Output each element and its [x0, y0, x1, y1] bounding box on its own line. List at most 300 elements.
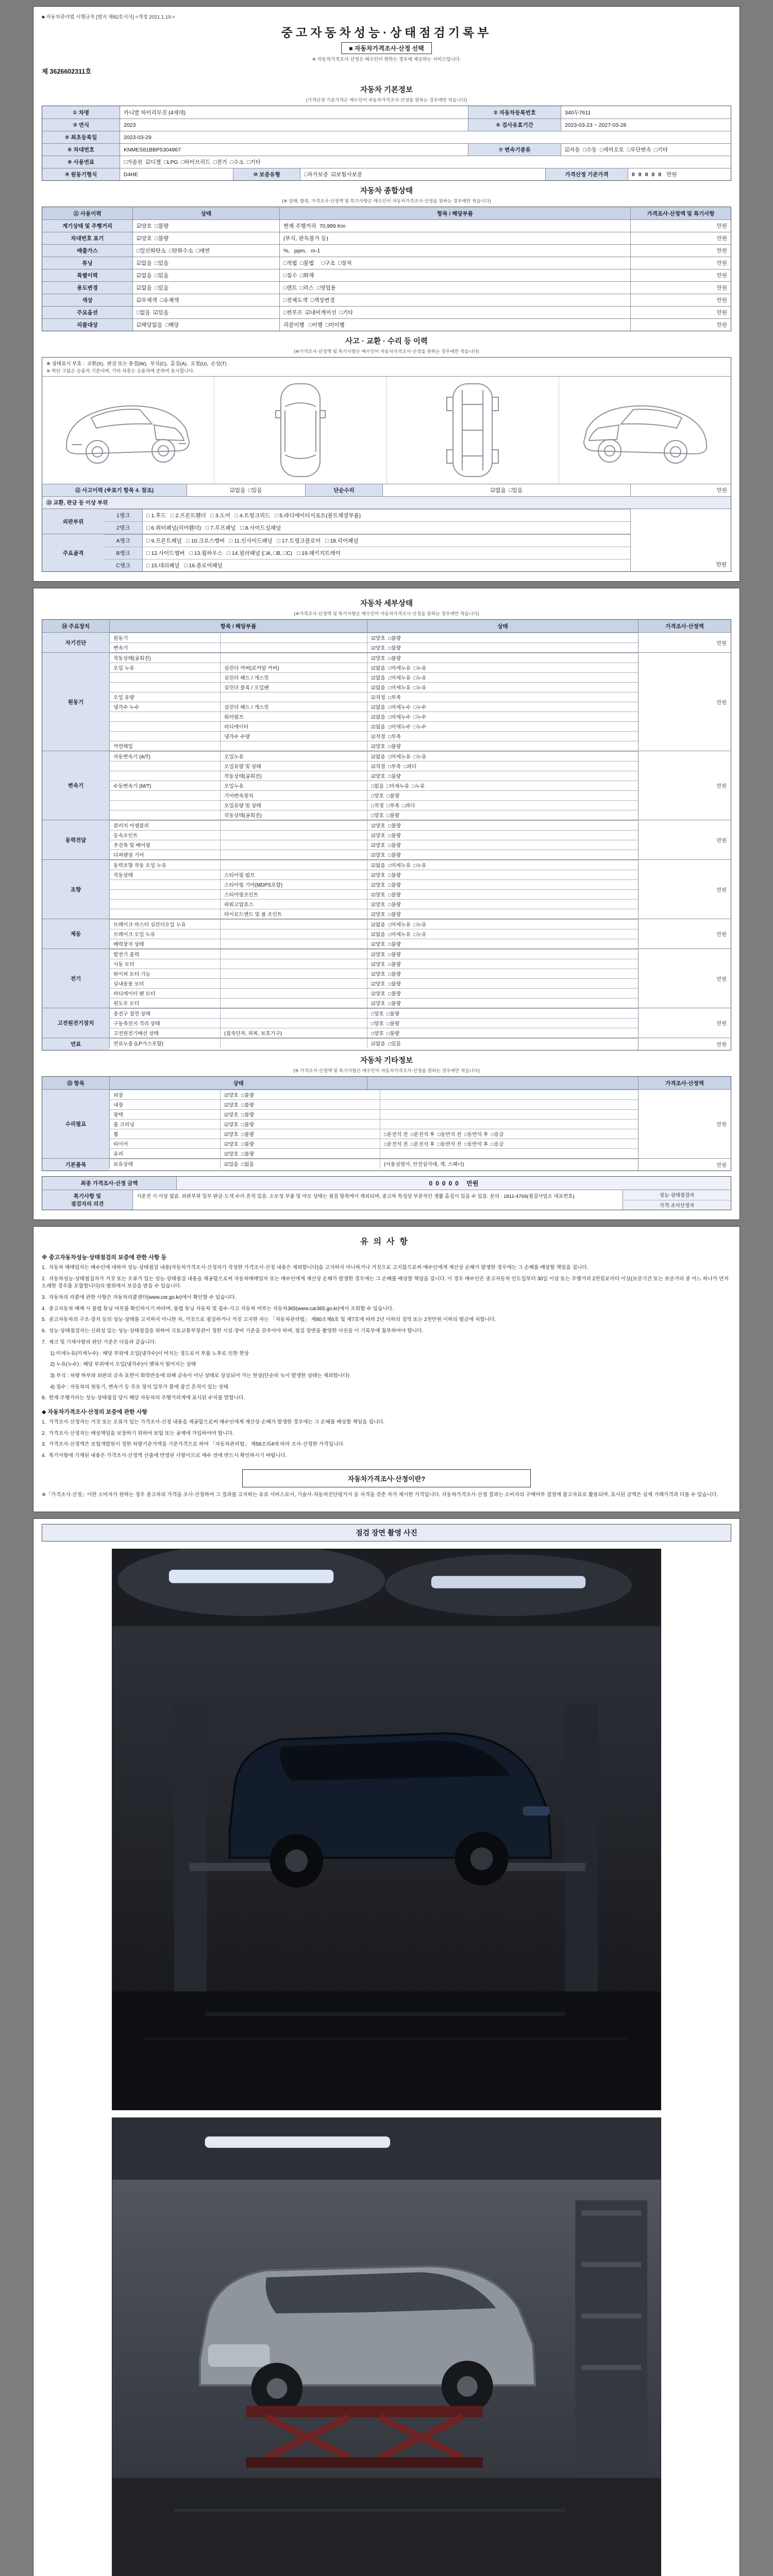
field-value-vin: KNMES81BBP5304967 — [120, 144, 468, 156]
notice-subtitle-warranty: ※ 중고자동차성능·상태점검의 보증에 관한 사항 등 — [42, 1255, 167, 1261]
basic-row-vin — [42, 143, 731, 156]
field-value-fuel-options: □가솔린 ☑디젤 □LPG □하이브리드 □전기 □수소 □기타 — [120, 156, 731, 168]
detail-header-row — [42, 620, 731, 632]
detail-row-sub — [220, 860, 367, 870]
detail-condition-table — [42, 619, 731, 1050]
section-basic-title: 자동차 기본정보 — [360, 86, 413, 94]
detail-header-state: 상태 — [367, 620, 638, 632]
document-title: 중고자동차성능·상태점검기록부 — [281, 26, 492, 39]
section-etc-note: (※ 가격조사·산정액 및 특기사항은 매수인이 자동차가격조사·산정을 원하는 경우에만 적습니다) — [293, 1068, 480, 1073]
rank-row-items: □ 12.사이드멤버 □ 13.휠하우스 □ 14.필러패널 (□A, □B, □C) □ 19.패키지트레이 — [142, 547, 630, 559]
detail-row-sub — [220, 741, 367, 751]
group-rows — [109, 653, 638, 751]
section-overall-note: (※ 상태, 항목, 가격조사·산정액 및 특기사항은 매수인이 자동차가격조사·산정을 원하는 경우에만 적습니다) — [282, 198, 491, 204]
remarks-label: 특기사항 및 점검자의 의견 — [42, 1190, 132, 1210]
group-rows — [109, 1038, 638, 1050]
notice-paragraph: 3) 부식 : 차량 하부와 외판의 금속 표면이 화학반응에 의해 금속이 아닌 상태로 상실되어 가는 현상(단순히 녹이 발생한 상태는 제외합니다) — [42, 1372, 350, 1379]
overall-row-state: □없음 ☑있음 — [132, 307, 279, 318]
detail-row-item — [109, 712, 220, 721]
detail-row-sub: 기어변속장치 — [220, 791, 367, 800]
etc-row-extra — [380, 1100, 638, 1109]
overall-row-state: ☑무채색 □유채색 — [132, 294, 279, 306]
car-diagram-rear-quarter — [559, 377, 731, 484]
detail-row-sub: 오일유량 및 상태 — [220, 801, 367, 810]
group-price: 만원 — [638, 1090, 731, 1158]
detail-row-sub — [220, 979, 367, 988]
etc-header-state: 상태 — [109, 1077, 367, 1089]
etc-row-extra: □운전석 전 □운전석 후 □동반석 전 □동반석 후 □응급 — [380, 1129, 638, 1139]
rank-section-price: 만원 — [630, 509, 731, 571]
detail-row — [109, 949, 638, 959]
detail-row-state: ☑양호 □불량 — [367, 771, 638, 781]
etc-row-extra: □운전석 전 □운전석 후 □동반석 전 □동반석 후 □응급 — [380, 1139, 638, 1148]
detail-row-state: □양호 □불량 — [367, 1019, 638, 1028]
detail-row-state: □없음 □미세누유 □누유 — [367, 781, 638, 790]
overall-row-label: 주요옵션 — [42, 307, 132, 318]
detail-row — [109, 959, 638, 969]
overall-row-price: 만원 — [630, 269, 731, 281]
simple-repair-label: 단순수리 — [305, 484, 382, 496]
detail-row-item — [109, 791, 220, 800]
overall-row-label: 용도변경 — [42, 282, 132, 294]
rank-row — [104, 521, 630, 534]
detail-row-item: 발전기 출력 — [109, 950, 220, 959]
group-rows — [109, 949, 638, 1008]
detail-row — [109, 663, 638, 672]
car-diagram-row — [42, 376, 731, 484]
overall-row-price: 만원 — [630, 220, 731, 232]
group-rows — [109, 820, 638, 859]
overall-row-extra: 리콜이행 □이행 □미이행 — [279, 319, 630, 331]
detail-row-item: 동력조향 작동 오일 누유 — [109, 860, 220, 870]
inspection-photo-2 — [112, 2117, 661, 2576]
detail-row-item — [109, 683, 220, 692]
detail-row-sub: 실린더 헤드 / 개스킷 — [220, 673, 367, 682]
detail-header-price: 가격조사·산정액 — [638, 620, 731, 632]
overall-row-price: 만원 — [630, 319, 731, 331]
remarks-row — [42, 1190, 731, 1210]
photo1-floor — [112, 1992, 661, 2110]
overall-row-label: 계기상태 및 주행거리 — [42, 220, 132, 232]
detail-row-sub: 오일누유 — [220, 752, 367, 761]
detail-row-item: 작동상태(공회전) — [109, 653, 220, 663]
accident-legend-codes: ※ 상태표시 부호 : 교환(X), 판금 또는 용접(W), 부식(C), 흠집(A), 요철(U), 손상(T) — [46, 361, 227, 367]
detail-row-sub: 오일유량 및 상태 — [220, 761, 367, 771]
notice-paragraph: 1. 자동차 매매업자는 매수인에 대하여 성능·상태점검 내용(자동차가격조사·산정자가 작성한 가격조사·산정 내용은 제외합니다)을 고지하지 아니하거나 거짓으로 고지함으로써 매수인에게 재산상 손해가 발생한 경우에는 그 손해를 배상할 책임을 집니다. — [42, 1265, 589, 1270]
basic-row-fuel — [42, 156, 731, 168]
detail-row-state: ☑양호 □불량 — [367, 653, 638, 663]
overall-row-label: 튜닝 — [42, 257, 132, 269]
detail-row-sub: 워터펌프 — [220, 712, 367, 721]
detail-row-state: ☑없음 □미세누수 □누수 — [367, 722, 638, 731]
final-price-digits: 00000 — [429, 1179, 462, 1187]
overall-row-extra: 현재 주행거리 70,989 Km — [279, 220, 630, 232]
field-label-first-registration: ⑤ 최초등록일 — [42, 131, 120, 143]
field-label-model-year: ③ 연식 — [42, 119, 120, 131]
group-price: 만원 — [638, 1038, 731, 1050]
detail-row — [109, 711, 638, 721]
detail-row-state: ☑양호 □불량 — [367, 989, 638, 998]
photo2-floor — [112, 2478, 661, 2576]
detail-row-state: ☑없음 □미세누유 □누유 — [367, 920, 638, 929]
overall-row-price: 만원 — [630, 294, 731, 306]
detail-row-sub — [220, 1039, 367, 1048]
overall-row-label: 배출가스 — [42, 245, 132, 257]
detail-row-sub — [220, 831, 367, 840]
detail-row-state: ☑양호 □불량 — [367, 633, 638, 642]
photo2-ceiling-light — [205, 2137, 390, 2148]
outer-panel-group — [42, 509, 630, 534]
detail-group-engine — [42, 652, 731, 751]
overall-row — [42, 318, 731, 331]
overall-row-extra: %, ppm, m-1 — [279, 245, 630, 257]
notice-paragraph: 1. 가격조사·산정자는 거짓 또는 오류가 있는 가격조사·산정 내용을 제공함으로써 매수인에게 재산상 손해가 발생한 경우에는 그 손해를 배상할 책임을 집니다. — [42, 1419, 385, 1425]
detail-row-item: 디퍼렌셜 기어 — [109, 850, 220, 859]
group-price: 만원 — [638, 653, 731, 751]
overall-row-state: ☑양호 □불량 — [132, 220, 279, 232]
etc-row — [109, 1099, 638, 1109]
overall-row-label: 특별이력 — [42, 269, 132, 281]
final-price-label: 최종 가격조사·산정 금액 — [42, 1177, 176, 1190]
overall-row — [42, 219, 731, 232]
rank-groups — [42, 509, 630, 571]
detail-row-state: ☑양호 □불량 — [367, 998, 638, 1008]
group-rows — [109, 1159, 638, 1171]
rank-row-rank: C랭크 — [104, 560, 142, 571]
detail-row-sub: (접속단자, 피복, 보호기구) — [220, 1028, 367, 1038]
detail-row — [109, 761, 638, 771]
field-label-engine-type: ⑨ 원동기형식 — [42, 168, 120, 180]
detail-row — [109, 731, 638, 741]
etc-row-extra — [380, 1110, 638, 1119]
photo2-shelving — [575, 2200, 647, 2478]
etc-row-state: ☑양호 □불량 — [220, 1090, 380, 1099]
detail-row-item: 클러치 어셈블리 — [109, 821, 220, 830]
etc-header-row — [42, 1077, 731, 1089]
rank-row-items: □ 1.후드 □ 2.프론트휀더 □ 3.도어 □ 4.트렁크리드 □ 5.라디에이터서포트(볼트체결부품) — [142, 510, 630, 521]
detail-row-state: ☑없음 □미세누수 □누수 — [367, 702, 638, 711]
detail-row-item: 변속기 — [109, 643, 220, 652]
accident-history-table — [42, 357, 731, 572]
group-rows — [109, 860, 638, 919]
detail-row-sub — [220, 939, 367, 948]
detail-row-sub — [220, 850, 367, 859]
overall-row-state: ☑양호 □불량 — [132, 232, 279, 244]
detail-row — [109, 790, 638, 800]
detail-row — [109, 653, 638, 663]
overall-row-state: □일산화탄소 □탄화수소 □매연 — [132, 245, 279, 257]
group-price: 만원 — [638, 919, 731, 948]
etc-info-table — [42, 1076, 731, 1171]
detail-group-brake — [42, 919, 731, 948]
field-label-base-price: 가격산정 기준가격 — [545, 168, 628, 180]
main-frame-group — [42, 534, 630, 571]
detail-row-sub: 오일누유 — [220, 781, 367, 790]
detail-row — [109, 969, 638, 978]
overall-row-extra: □침수 □화재 — [279, 269, 630, 281]
group-rows — [109, 919, 638, 948]
price-survey-note: ※ 자동차가격조사·산정은 매수인이 원하는 경우에 제공하는 서비스입니다. — [312, 57, 461, 62]
section-accident-note: (※가격조사·산정액 및 특기사항은 매수인이 자동차가격조사·산정을 원하는 경우에만 적습니다) — [294, 349, 479, 354]
detail-group-powertrain — [42, 820, 731, 859]
basic-row-year — [42, 118, 731, 131]
overall-row-price: 만원 — [630, 245, 731, 257]
detail-row-item — [109, 673, 220, 682]
overall-row — [42, 306, 731, 318]
notice-paragraph: 2. 자동차성능·상태점검자가 거짓 또는 오류가 있는 성능·상태점검 내용을 제공함으로써 자동차매매업자 또는 매수인에게 재산상 손해가 발생한 경우에는 그 손해를 배상할 책임을 집니다. 이 경우 매수인은 중고자동차 인도일부터 30일 이상 또는 주행거리 2천킬로미터 이상(보증기간 또는 보증거리 중 어느 하나가 먼저 도래한 경우를 포함합니다)의 범위에서 보증을 받을 수 있습니다. — [42, 1276, 730, 1290]
accident-history-state: ☑없음 □있음 — [187, 484, 305, 496]
rank-row-items: □ 9.프론트패널 □ 10.크로스멤버 □ 11.인사이드패널 □ 17.트렁크플로어 □ 18.리어패널 — [142, 535, 630, 547]
detail-row-sub — [220, 840, 367, 850]
detail-row-state: ☑양호 □불량 — [367, 890, 638, 899]
detail-row-item: 브레이크 오일 누유 — [109, 929, 220, 939]
detail-row-state: ☑적정 □부족 — [367, 732, 638, 741]
detail-group-self-diagnosis — [42, 632, 731, 652]
car-diagram-front-quarter-icon — [51, 384, 206, 477]
group-name: 연료 — [42, 1038, 109, 1050]
etc-row — [109, 1159, 638, 1168]
photo1-lift-post-left — [174, 1704, 207, 1992]
detail-group-high-voltage — [42, 1008, 731, 1038]
detail-row — [109, 919, 638, 929]
detail-row-state: ☑적정 □부족 □과다 — [367, 761, 638, 771]
etc-row — [109, 1148, 638, 1158]
field-value-inspection-period: 2023-03-23 ~ 2027-03-28 — [561, 119, 731, 131]
detail-row-item: 자동변속기 (A/T) — [109, 752, 220, 761]
detail-row-item: 냉각수 누수 — [109, 702, 220, 711]
section-overall-title: 자동차 종합상태 — [360, 187, 413, 195]
etc-row-state: ☑양호 □불량 — [220, 1120, 380, 1129]
notice-paragraph: 3. 가격조사·산정액은 보험개발원이 정한 차량기준가액을 기준가격으로 하여 「자동차관리법」 제58조의4에 따라 조사·산정한 가격입니다. — [42, 1442, 345, 1448]
etc-row — [109, 1090, 638, 1099]
detail-row-state: ☑없음 □미세누수 □누수 — [367, 712, 638, 721]
detail-row-item: 구동축전지 격리 상태 — [109, 1019, 220, 1028]
rank-row-items: □ 15.대쉬패널 □ 16.플로어패널 — [142, 560, 630, 571]
notice-paragraph: 1) 미세누유(미세누수) : 해당 부위에 오일(냉각수)이 비치는 정도로서 부품 노후로 인한 현상 — [42, 1350, 249, 1357]
detail-row-state: □적정 □부족 □과다 — [367, 801, 638, 810]
field-value-warranty-options: □자가보증 ☑보험사보증 — [300, 168, 545, 180]
detail-row — [109, 850, 638, 859]
overall-header-state: 상태 — [132, 207, 279, 219]
photo-section-title: 점검 장면 촬영 사진 — [42, 1524, 731, 1541]
detail-row-item: 수동변속기 (M/T) — [109, 781, 220, 790]
final-price-table — [42, 1176, 731, 1210]
detail-row — [109, 870, 638, 879]
overall-row — [42, 232, 731, 244]
document-page-3 — [33, 1226, 740, 1512]
notice-paragraphs-main — [42, 1264, 731, 1402]
overall-row-price: 만원 — [630, 257, 731, 269]
group-name: 수리필요 — [42, 1090, 109, 1158]
detail-row-item: 작동상태 — [109, 870, 220, 879]
etc-header-item: ⑮ 항목 — [42, 1077, 109, 1089]
overall-rows — [42, 219, 731, 331]
detail-row-item: 연료누출 (LP가스포함) — [109, 1039, 220, 1048]
detail-header-item: 항목 / 해당부품 — [109, 620, 367, 632]
notice-title: 유의사항 — [360, 1238, 413, 1246]
detail-row — [109, 692, 638, 702]
detail-row — [109, 721, 638, 731]
group-name: 조향 — [42, 860, 109, 919]
section-accident-title: 사고 · 교환 · 수리 등 이력 — [345, 337, 428, 346]
group-rows — [109, 1090, 638, 1158]
etc-row-state: ☑있음 □없음 — [220, 1159, 380, 1168]
detail-row — [109, 800, 638, 810]
etc-row-item: 외장 — [109, 1090, 220, 1099]
overall-row-price: 만원 — [630, 282, 731, 294]
detail-row-state: ☑없음 □미세누유 □누유 — [367, 673, 638, 682]
detail-row-item — [109, 732, 220, 741]
etc-row-state: ☑양호 □불량 — [220, 1139, 380, 1148]
car-diagram-front-quarter — [42, 377, 214, 484]
group-rows — [109, 633, 638, 652]
base-price-unit: 만원 — [666, 172, 677, 178]
remarks-signer-appraiser: 가격·조사산정자 — [623, 1200, 731, 1210]
detail-row-item: 와이퍼 모터 기능 — [109, 969, 220, 978]
detail-row-state: ☑양호 □불량 — [367, 979, 638, 988]
accident-history-price: 만원 — [630, 484, 731, 496]
detail-row — [109, 998, 638, 1008]
etc-row-item: 유리 — [109, 1149, 220, 1158]
exchange-parts-caption: ⑬ 교환, 판금 등 이상 부위 — [42, 496, 731, 509]
etc-header-extra — [367, 1077, 638, 1089]
detail-row-item: 브레이크 마스터 실린더오일 누유 — [109, 920, 220, 929]
car-diagram-rear-quarter-icon — [567, 384, 722, 477]
detail-row-state: ☑없음 □미세누유 □누유 — [367, 860, 638, 870]
rank-row-rank: A랭크 — [104, 535, 142, 547]
detail-row — [109, 830, 638, 840]
detail-row-sub — [220, 959, 367, 969]
overall-header-item: 항목 / 해당부품 — [279, 207, 630, 219]
notice-paragraph: 2) 누유(누수) : 해당 부위에서 오일(냉각수)이 맺혀서 떨어지는 상태 — [42, 1362, 196, 1368]
detail-row — [109, 978, 638, 988]
detail-row-item — [109, 890, 220, 899]
field-label-car-name: ① 차명 — [42, 106, 120, 118]
detail-row — [109, 751, 638, 761]
detail-row-state: ☑없음 □있음 — [367, 1039, 638, 1048]
detail-row — [109, 988, 638, 998]
detail-row-sub — [220, 929, 367, 939]
detail-row-sub — [220, 633, 367, 642]
etc-row — [109, 1119, 638, 1129]
rank-row — [104, 559, 630, 571]
group-rows — [109, 1008, 638, 1038]
group-price: 만원 — [638, 820, 731, 859]
simple-repair-state: ☑없음 □있음 — [382, 484, 630, 496]
field-value-first-registration: 2023-03-29 — [120, 131, 731, 143]
group-price: 만원 — [638, 1008, 731, 1038]
detail-row-state: ☑양호 □불량 — [367, 821, 638, 830]
car-diagram-bottom-view-icon — [442, 380, 503, 481]
detail-row-item: 라디에이터 팬 모터 — [109, 989, 220, 998]
overall-row-price: 만원 — [630, 307, 731, 318]
notice-paragraph: 4) 침수 : 자동차의 원동기, 변속기 등 주요 장치 일부가 물에 잠긴 흔적이 있는 상태 — [42, 1384, 228, 1390]
group-name: 전기 — [42, 949, 109, 1008]
etc-row-extra: (사용설명서, 안전삼각대, 잭, 스패너) — [380, 1159, 638, 1168]
remarks-signer-inspector: 성능·상태점검자 — [623, 1190, 731, 1200]
detail-row — [109, 672, 638, 682]
photo2-ceiling — [112, 2118, 661, 2180]
section-etc-title: 자동차 기타정보 — [360, 1057, 413, 1065]
group-name: 기본품목 — [42, 1159, 109, 1171]
detail-row-state: ☑양호 □불량 — [367, 900, 638, 909]
overall-row-state: ☑해당없음 □해당 — [132, 319, 279, 331]
basic-row-engine — [42, 168, 731, 180]
detail-row-item: 커먼레일 — [109, 741, 220, 751]
detail-row — [109, 899, 638, 909]
form-regulation-note: ■ 자동차관리법 시행규칙 [별지 제82호서식] <개정 2021.1.19.> — [42, 14, 175, 20]
basic-info-table — [42, 106, 731, 181]
detail-row — [109, 1018, 638, 1028]
notice-paragraphs-pricing — [42, 1419, 731, 1460]
etc-row-state: ☑양호 □불량 — [220, 1129, 380, 1139]
rank-row-rank: 2랭크 — [104, 522, 142, 534]
detail-row-state: ☑양호 □불량 — [367, 909, 638, 919]
overall-row-extra: □썬루프 ☑내비게이션 □기타 — [279, 307, 630, 318]
detail-row-state: ☑없음 □미세누유 □누유 — [367, 663, 638, 672]
overall-row — [42, 294, 731, 306]
overall-header-usage: ⑪ 사용이력 — [42, 207, 132, 219]
etc-row-item: 보유상태 — [109, 1159, 220, 1168]
document-number: 제 3626602311호 — [42, 68, 92, 75]
detail-row-sub: 라디에이터 — [220, 722, 367, 731]
detail-row-state: □양호 □불량 — [367, 1028, 638, 1038]
accident-history-row — [42, 484, 731, 496]
notice-paragraph: 8. 현재 주행거리는 성능·상태점검 당시 해당 자동차의 주행거리계에 표시된 수치를 말합니다. — [42, 1395, 245, 1401]
detail-row — [109, 642, 638, 652]
overall-row-extra: □적법 □불법 □구조 □장치 — [279, 257, 630, 269]
notice-paragraph: 5. 중고자동차의 구조·장치 등의 성능·상태를 고지하지 아니한 자, 거짓으로 점검하거나 거짓 고지한 자는 「자동차관리법」 제80조제6호 및 제7호에 따라 2년 이하의 징역 또는 2천만원 이하의 벌금에 처합니다. — [42, 1317, 496, 1323]
etc-row — [109, 1129, 638, 1139]
overall-row-state: ☑없음 □있음 — [132, 257, 279, 269]
detail-row-sub — [220, 1009, 367, 1018]
group-rows — [109, 751, 638, 820]
rank-row — [104, 547, 630, 559]
overall-row — [42, 257, 731, 269]
field-value-plate-no: 340두7611 — [561, 106, 731, 118]
detail-row-item: 충전구 절연 상태 — [109, 1009, 220, 1018]
detail-row — [109, 909, 638, 919]
overall-row-label: 색상 — [42, 294, 132, 306]
price-survey-definition-text: ※「가격조사·산정」이란 소비자가 원하는 경우 중고차의 가격을 조사·산정하여 그 결과를 고지하는 유료 서비스로서, 기술사·자동차진단평가사 등 자격을 갖춘 자가 제시한 가격입니다. 자동차가격조사·산정 결과는 소비자의 구매여부 결정에 참고자료로 활용되며, 표시된 금액은 실제 거래가격과 다를 수 있습니다. — [42, 1492, 718, 1498]
detail-row-state: ☑양호 □불량 — [367, 840, 638, 850]
detail-row-item: 오일 유량 — [109, 692, 220, 702]
section-detail-note: (※가격조사·산정액 및 특기사항은 매수인이 자동차가격조사·산정을 원하는 경우에만 적습니다) — [294, 611, 479, 616]
detail-row-state: ☑양호 □불량 — [367, 870, 638, 879]
detail-group-transmission — [42, 751, 731, 820]
detail-row-sub: 타이로드엔드 및 볼 조인트 — [220, 909, 367, 919]
detail-row — [109, 1028, 638, 1038]
detail-row-state: ☑양호 □불량 — [367, 939, 638, 948]
detail-group-fuel — [42, 1038, 731, 1050]
notice-paragraph: 6. 성능·상태점검자는 신뢰성 있는 성능·상태점검을 위하여 국토교통부장관이 정한 시설·장비 기준을 갖추어야 하며, 점검 장면을 촬영한 사진을 이 기록부에 첨부하여야 합니다. — [42, 1328, 424, 1334]
detail-row — [109, 889, 638, 899]
detail-row-item — [109, 880, 220, 889]
detail-row — [109, 771, 638, 781]
detail-row-item: 추진축 및 베어링 — [109, 840, 220, 850]
detail-row-item — [109, 771, 220, 781]
detail-row-state: ☑없음 □미세누유 □누유 — [367, 752, 638, 761]
notice-subtitle-pricing: ◆ 자동차가격조사·산정의 보증에 관한 사항 — [42, 1409, 147, 1415]
overall-header-row — [42, 207, 731, 219]
detail-row-state: □양호 □불량 — [367, 810, 638, 820]
accident-history-label: ⑫ 사고이력 (※표기 항목 4. 참조) — [42, 484, 187, 496]
detail-row-item: 실내송풍 모터 — [109, 979, 220, 988]
remarks-signers — [623, 1190, 731, 1210]
detail-row — [109, 781, 638, 790]
detail-row-item — [109, 722, 220, 731]
notice-paragraph: 4. 중고자동차 매매 시 불법 튜닝 여부를 확인하시기 바라며, 불법 튜닝 자동차 및 침수·사고 자동차 여부는 자동차365(www.car365.go.kr)에서 조회할 수 있습니다. — [42, 1306, 394, 1312]
